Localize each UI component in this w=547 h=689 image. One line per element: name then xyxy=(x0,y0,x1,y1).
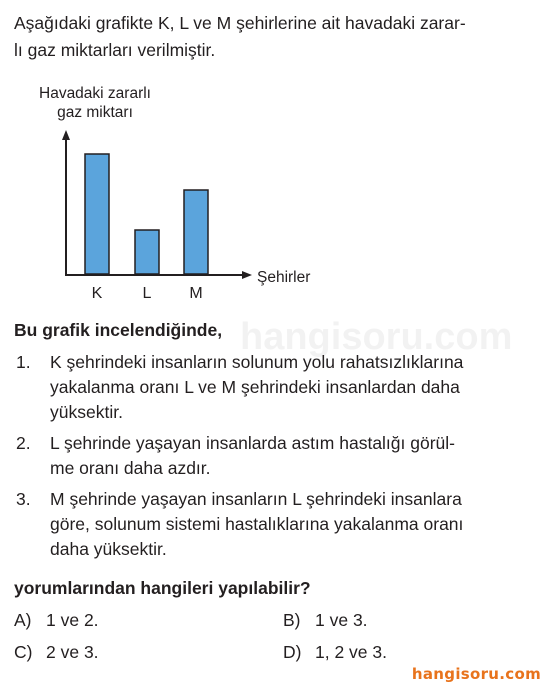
option-letter: A) xyxy=(14,610,32,630)
bar-k xyxy=(85,154,109,274)
question-tail: yorumlarından hangileri yapılabilir? xyxy=(14,578,311,598)
brand-logo: hangisoru.com xyxy=(411,665,541,683)
option-letter: D) xyxy=(283,642,302,662)
statement-2 xyxy=(14,431,534,481)
bar-chart xyxy=(0,70,360,310)
statement-list xyxy=(14,350,534,568)
statement-line: yüksektir. xyxy=(50,402,123,422)
option-letter: B) xyxy=(283,610,301,630)
statement-line: M şehrinde yaşayan insanların L şehrindeki insanlara xyxy=(50,489,462,509)
x-tick-label-m: M xyxy=(189,285,203,302)
option-b[interactable] xyxy=(283,610,368,631)
statement-1 xyxy=(14,350,534,425)
bar-m xyxy=(184,190,208,274)
option-text: 1 ve 2. xyxy=(46,610,99,630)
statement-3 xyxy=(14,487,534,562)
y-axis-arrowhead xyxy=(62,130,70,140)
statement-line: göre, solunum sistemi hastalıklarına yakalanma oranı xyxy=(50,514,464,534)
intro-text xyxy=(14,10,534,64)
option-c[interactable] xyxy=(14,642,99,663)
statement-line: K şehrindeki insanların solunum yolu rahatsızlıklarına xyxy=(50,352,464,372)
statement-number: 3. xyxy=(16,489,31,509)
x-axis-label: Şehirler xyxy=(257,269,311,286)
statement-number: 1. xyxy=(16,352,31,372)
question-lead: Bu grafik incelendiğinde, xyxy=(14,320,223,340)
y-axis-label-line-2: gaz miktarı xyxy=(57,104,133,121)
statement-line: daha yüksektir. xyxy=(50,539,167,559)
option-letter: C) xyxy=(14,642,33,662)
statement-line: yakalanma oranı L ve M şehrindeki insanlardan daha xyxy=(50,377,460,397)
intro-line-2: lı gaz miktarları verilmiştir. xyxy=(14,40,216,60)
x-tick-label-k: K xyxy=(91,285,103,302)
bar-l xyxy=(135,230,159,274)
x-axis-arrowhead xyxy=(242,271,252,279)
statement-number: 2. xyxy=(16,433,31,453)
x-tick-label-l: L xyxy=(142,285,152,302)
watermark: hangisoru.com xyxy=(240,316,513,358)
option-d[interactable] xyxy=(283,642,387,663)
option-text: 1, 2 ve 3. xyxy=(315,642,387,662)
option-a[interactable] xyxy=(14,610,99,631)
statement-line: me oranı daha azdır. xyxy=(50,458,211,478)
intro-line-1: Aşağıdaki grafikte K, L ve M şehirlerine ait havadaki zarar- xyxy=(14,13,466,33)
option-text: 1 ve 3. xyxy=(315,610,368,630)
y-axis-label-line-1: Havadaki zararlı xyxy=(39,85,151,102)
statement-line: L şehrinde yaşayan insanlarda astım hastalığı görül- xyxy=(50,433,455,453)
option-text: 2 ve 3. xyxy=(46,642,99,662)
